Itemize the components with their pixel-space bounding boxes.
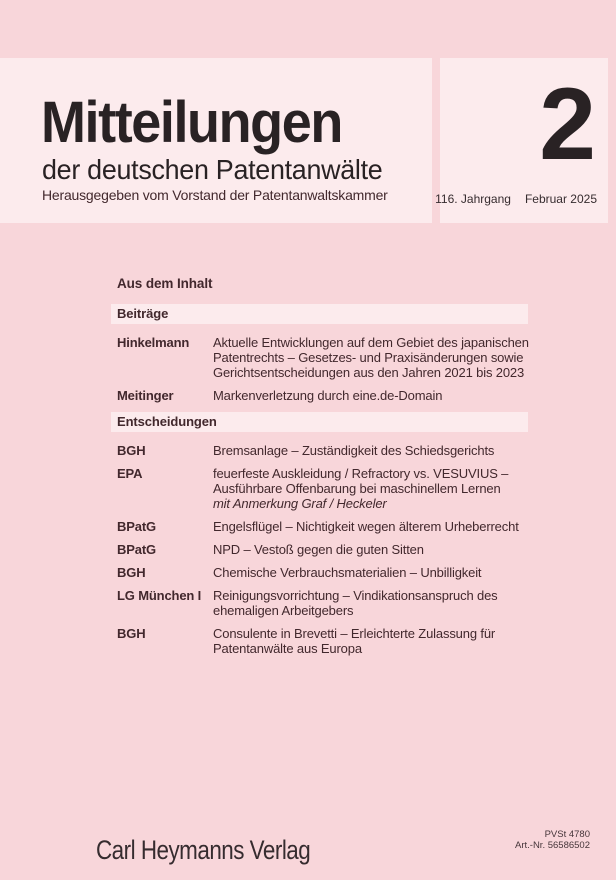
entry-text: [213, 565, 481, 580]
mailing-info: [515, 830, 590, 851]
toc-entry: [117, 588, 528, 618]
article-number: Art.-Nr. 56586502: [515, 839, 590, 851]
entry-text: [213, 588, 498, 618]
entry-line: Gerichtsentscheidungen aus den Jahren 2021 bis 2023: [213, 365, 525, 380]
entry-line: Ausführbare Offenbarung bei maschinellem Lernen: [213, 481, 501, 496]
entry-text: [213, 335, 529, 380]
entry-text: [213, 519, 519, 534]
entry-text: [213, 626, 495, 656]
entry-line: Bremsanlage – Zuständigkeit des Schiedsgerichts: [213, 443, 495, 458]
journal-subtitle: der deutschen Patentanwälte: [42, 154, 383, 185]
entry-line: Reinigungsvorrichtung – Vindikationsanspruch des: [213, 588, 498, 603]
toc-entry: [117, 466, 528, 511]
issue-meta: [435, 192, 597, 206]
journal-tagline: Herausgegeben vom Vorstand der Patentanwaltskammer: [42, 187, 388, 203]
entry-line: Patentrechts – Gesetzes- und Praxisänderungen sowie: [213, 350, 524, 365]
toc-heading: Aus dem Inhalt: [117, 276, 213, 291]
entry-text: [213, 542, 424, 557]
entry-line: Markenverletzung durch eine.de-Domain: [213, 388, 443, 403]
entry-label: LG München I: [117, 588, 202, 603]
entry-label: BGH: [117, 565, 146, 580]
masthead-title-panel: [0, 58, 432, 223]
toc-section: [111, 412, 528, 656]
entry-text: [213, 466, 508, 511]
issue-number: 2: [539, 67, 596, 181]
toc-entry: [117, 335, 528, 380]
issue-month: Februar 2025: [524, 192, 597, 206]
entry-line: Aktuelle Entwicklungen auf dem Gebiet des japanischen: [213, 335, 529, 350]
toc-entry: [117, 519, 528, 534]
entry-text: [213, 388, 442, 403]
toc-entry: [117, 565, 528, 580]
postal-registration: PVSt 4780: [544, 829, 590, 840]
entry-line: Chemische Verbrauchsmaterialien – Unbilligkeit: [213, 565, 482, 580]
toc-section: [111, 304, 528, 403]
entry-label: Meitinger: [117, 388, 174, 403]
entry-line: Patentanwälte aus Europa: [213, 641, 362, 656]
section-header-band: Entscheidungen: [111, 412, 528, 432]
entry-line: NPD – Vestoß gegen die guten Sitten: [213, 542, 424, 557]
section-entries: [117, 335, 528, 403]
entry-line: mit Anmerkung Graf / Heckeler: [213, 496, 387, 511]
entry-text: [213, 443, 494, 458]
entry-line: Engelsflügel – Nichtigkeit wegen älterem Urheberrecht: [213, 519, 519, 534]
toc-entry: [117, 388, 528, 403]
toc-entry: [117, 542, 528, 557]
entry-label: EPA: [117, 466, 143, 481]
issue-volume: 116. Jahrgang: [435, 192, 511, 206]
entry-line: feuerfeste Auskleidung / Refractory vs. VESUVIUS –: [213, 466, 509, 481]
entry-label: BGH: [117, 443, 146, 458]
entry-label: BPatG: [117, 519, 156, 534]
toc-entry: [117, 443, 528, 458]
entry-label: BGH: [117, 626, 146, 641]
section-entries: [117, 443, 528, 656]
journal-title: Mitteilungen: [41, 90, 342, 155]
toc-sections: [111, 304, 528, 664]
publisher-name: Carl Heymanns Verlag: [96, 835, 311, 865]
section-header-band: Beiträge: [111, 304, 528, 324]
entry-line: ehemaligen Arbeitgebers: [213, 603, 354, 618]
issue-panel: [435, 58, 608, 223]
entry-label: Hinkelmann: [117, 335, 190, 350]
entry-label: BPatG: [117, 542, 156, 557]
entry-line: Consulente in Brevetti – Erleichterte Zulassung für: [213, 626, 496, 641]
toc-entry: [117, 626, 528, 656]
